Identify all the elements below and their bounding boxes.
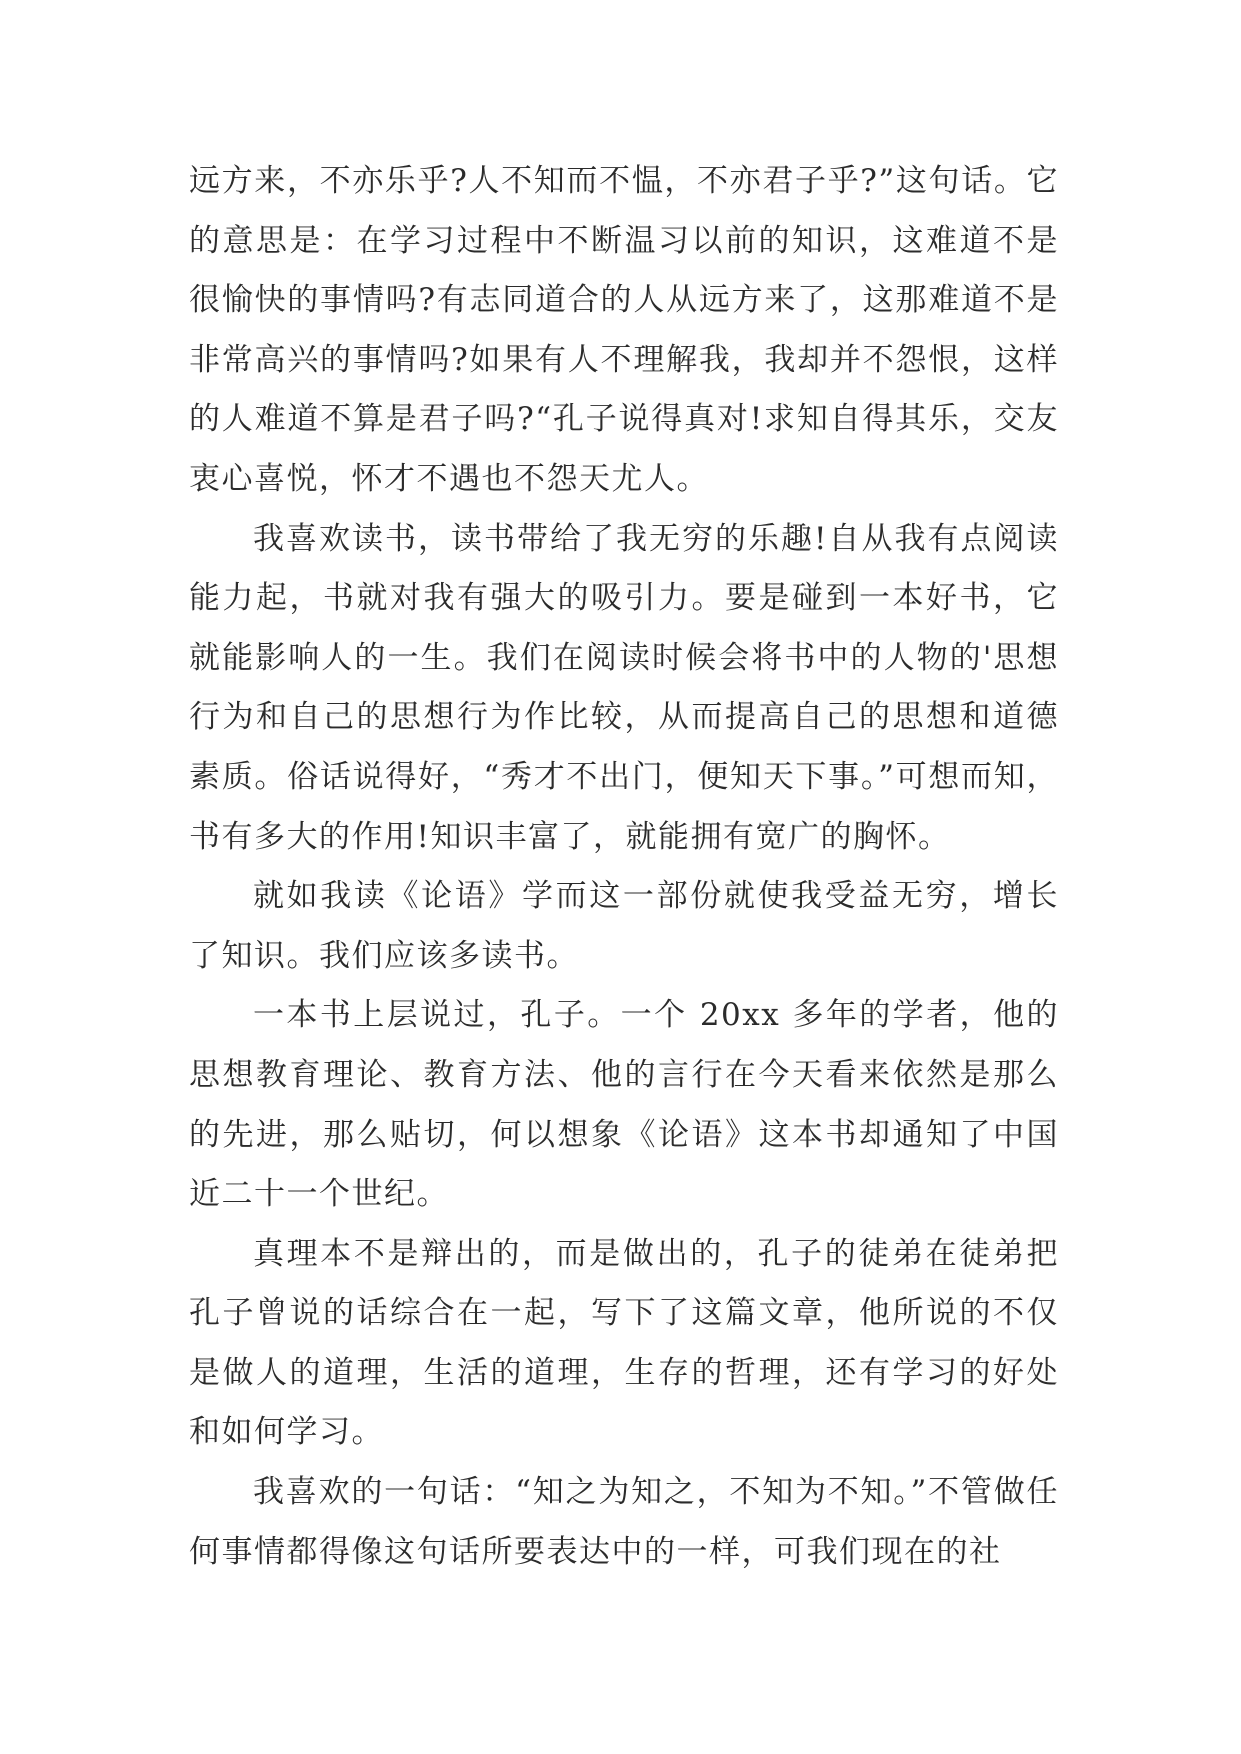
paragraph-5: 真理本不是辩出的，而是做出的，孔子的徒弟在徒弟把孔子曾说的话综合在一起，写下了这篇文章，他所说的不仅是做人的道理，生活的道理，生存的哲理，还有学习的好处和如何学习。 — [189, 1235, 1059, 1451]
paragraph-1: 远方来，不亦乐乎?人不知而不愠，不亦君子乎?”这句话。它的意思是：在学习过程中不断温习以前的知识，这难道不是很愉快的事情吗?有志同道合的人从远方来了，这那难道不是非常高兴的事情吗?如果有人不理解我，我却并不怨恨，这样的人难道不算是君子吗?“孔子说得真对!求知自得其乐，交友衷心喜悦，怀才不遇也不怨天尤人。 — [189, 163, 1059, 497]
paragraph-6: 我喜欢的一句话：“知之为知之，不知为不知。”不管做任何事情都得像这句话所要表达中的一样，可我们现在的社 — [189, 1474, 1059, 1570]
paragraph-4: 一本书上层说过，孔子。一个 20xx 多年的学者，他的思想教育理论、教育方法、他的言行在今天看来依然是那么的先进，那么贴切，何以想象《论语》这本书却通知了中国近二十一个世纪。 — [189, 997, 1059, 1213]
paragraph-3: 就如我读《论语》学而这一部份就使我受益无穷，增长了知识。我们应该多读书。 — [189, 878, 1059, 974]
body-text — [189, 152, 1059, 1582]
paragraph-2: 我喜欢读书，读书带给了我无穷的乐趣!自从我有点阅读能力起，书就对我有强大的吸引力。要是碰到一本好书，它就能影响人的一生。我们在阅读时候会将书中的人物的'思想行为和自己的思想行为作比较，从而提高自己的思想和道德素质。俗话说得好，“秀才不出门，便知天下事。”可想而知，书有多大的作用!知识丰富了，就能拥有宽广的胸怀。 — [189, 520, 1059, 855]
